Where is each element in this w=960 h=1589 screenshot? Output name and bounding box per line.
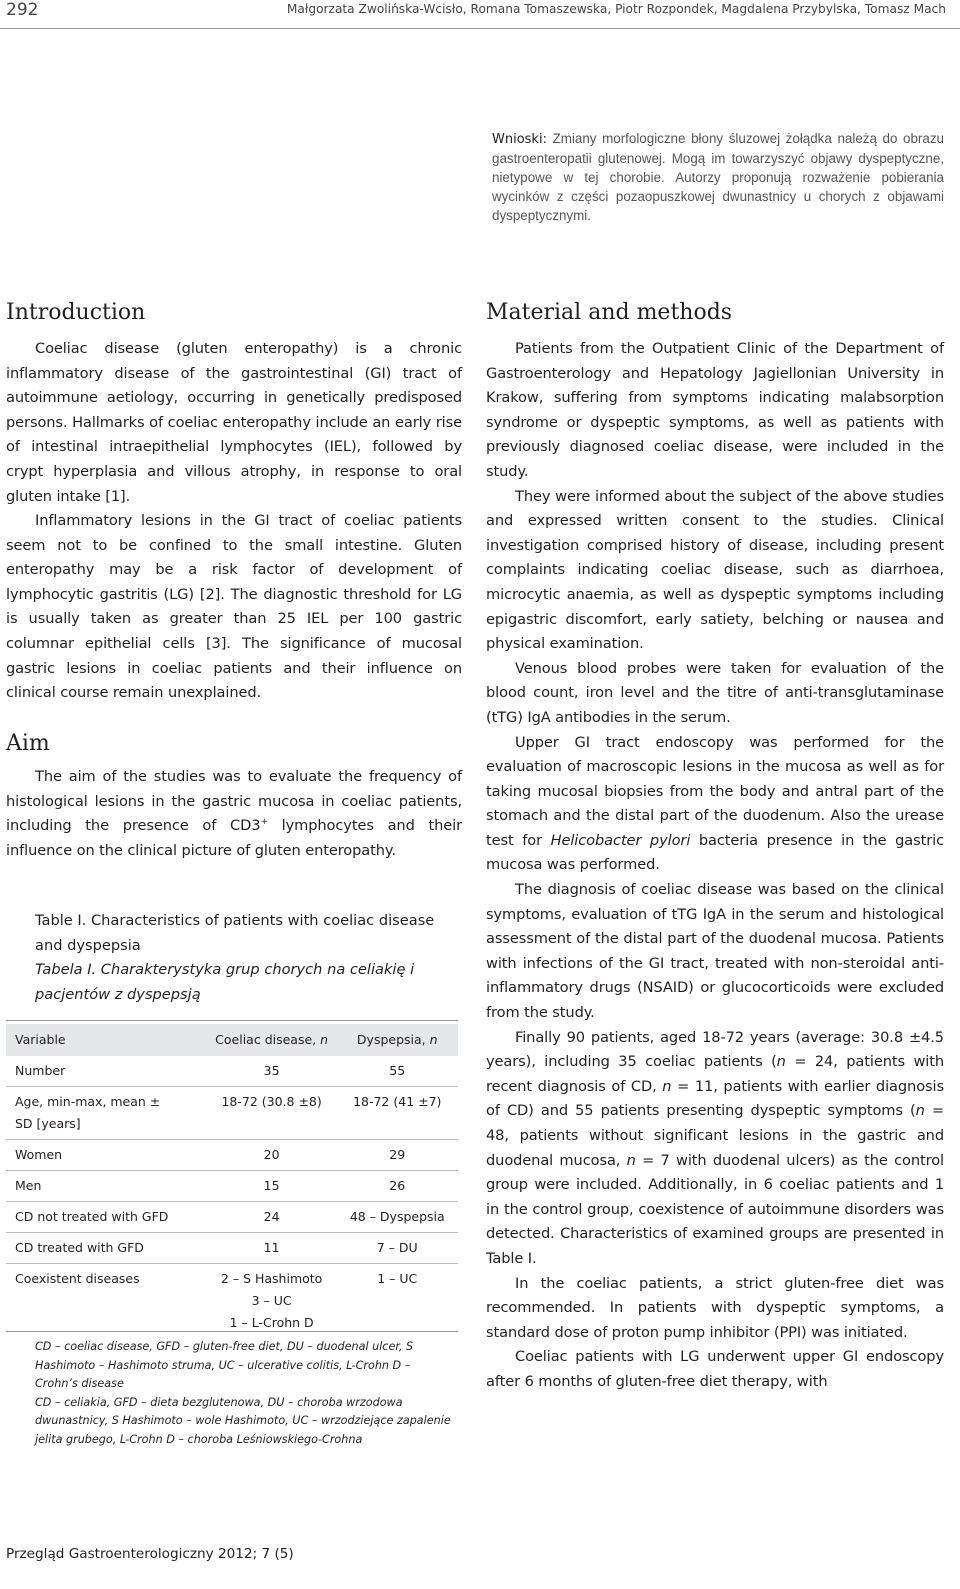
header-divider [0,28,960,29]
wnioski-label: Wnioski: [492,132,547,147]
table-caption-label: Table I. [35,912,87,929]
cell-coeliac [207,1264,337,1339]
cell-variable: Age, min-max, mean ± SD [years] [15,1094,161,1131]
methods-p4-italic: Helicobacter pylori [550,831,691,849]
methods-p6-n1: n [776,1053,786,1071]
table-row [6,1140,458,1171]
table-row [6,1171,458,1202]
cell-coeliac: 20 [263,1147,280,1162]
methods-p6-d: = 48, patients without significant lesions in the gastric and duodenal mucosa, [486,1102,945,1169]
methods-heading: Material and methods [486,300,733,325]
cell-dyspepsia: 48 – Dyspepsia [349,1209,445,1224]
methods-p6-e: = 7 with duodenal ulcers) as the control group were included. Additionally, in 6 coeliac patients and 1 in the control group, coexistence of autoimmune disorders was detected. Characteristics of examined groups are presented in Table I. [486,1151,944,1267]
running-header-authors: Małgorzata Zwolińska-Wcisło, Romana Tomaszewska, Piotr Rozpondek, Magdalena Przybylska, Tomasz Mach [286,2,946,16]
table-caption-text-pl: Charakterystyka grup chorych na celiakię i pacjentów z dyspepsją [35,961,415,1003]
table-caption-pl [35,958,465,1007]
methods-p6-n3: n [915,1102,925,1120]
introduction-heading: Introduction [6,300,146,325]
methods-p8: Coeliac patients with LG underwent upper GI endoscopy after 6 months of gluten-free diet therapy, with [486,1348,944,1390]
introduction-paragraph-1 [6,337,462,509]
wnioski-text: Zmiany morfologiczne błony śluzowej żołądka należą do obrazu gastroenteropatii glutenowej. Mogą im towarzyszyć objawy dyspeptyczne, nietypowe w tej chorobie. Autorzy proponują rozważenie pobierania wycinków z części pozaopuszkowej dwunastnicy u chorych z objawami dyspeptycznymi. [492,131,944,223]
cell-dyspepsia: 26 [389,1178,406,1193]
aim-text-b: lymphocytes and their influence on the clinical picture of gluten enteropathy. [6,817,462,859]
table-row [6,1264,458,1339]
methods-p6-a: Finally 90 patients, aged 18-72 years (average: 30.8 ±4.5 years), including 35 coeliac patients ( [486,1028,944,1071]
cell-variable: Men [15,1178,42,1193]
cell-coeliac: 24 [263,1209,280,1224]
table-caption-label-pl: Tabela I. [35,961,97,979]
header-coeliac [207,1024,337,1056]
cell-variable: Coexistent diseases [15,1271,140,1286]
introduction-p2: Inflammatory lesions in the GI tract of coeliac patients seem not to be confined to the small intestine. Gluten enteropathy may be a risk factor of development of lymphocytic gastritis (LG) [2]. The diagnostic threshold for LG is usually taken as greater than 25 IEL per 100 gastric columnar epithelial cells [3]. The significance of mucosal gastric lesions in coeliac patients and their influence on clinical course remain unexplained. [6,512,462,702]
methods-p4-a: Upper GI tract endoscopy was performed for the evaluation of macroscopic lesions in the mucosa as well as for taking mucosal biopsies from the body and antral part of the stomach and the distal part of the duodenum. Also the urease test for [486,733,944,849]
footnote-en: CD – coeliac disease, GFD – gluten-free diet, DU – duodenal ulcer, S Hashimoto – Hashimoto struma, UC – ulcerative colitis, L-Crohn D – Crohn’s disease [35,1340,414,1390]
footnote-pl: CD – celiakia, GFD – dieta bezglutenowa, DU – choroba wrzodowa dwunastnicy, S Hashimoto – wole Hashimoto, UC – wrzodziejące zapalenie jelita grubego, L-Crohn D – choroba Leśniowskiego-Crohna [35,1395,451,1446]
aim-paragraph [6,765,462,863]
methods-p6-n2: n [662,1077,672,1095]
cell-variable: CD treated with GFD [15,1240,144,1255]
table-caption-text: Characteristics of patients with coeliac disease and dyspepsia [35,912,435,954]
methods-p4 [486,731,944,879]
table-caption-en [35,909,465,958]
header-dyspepsia-n: n [429,1032,438,1047]
methods-section [486,337,944,1395]
methods-p6-b: = 24, patients with recent diagnosis of CD, [486,1053,944,1095]
table-row [6,1202,458,1233]
table-bottom-rule [6,1331,458,1332]
methods-p6-c: = 11, patients with earlier diagnosis of CD) and 55 patients presenting dyspeptic symptoms ( [486,1077,944,1120]
methods-p5: The diagnosis of coeliac disease was based on the clinical symptoms, evaluation of tTG IgA in the serum and histological assessment of the distal part of the duodenal mucosa. Patients with infections of the GI tract, treated with non-steroidal anti-inflammatory drugs (NSAID) or glucocorticoids were excluded from the study. [486,881,944,1022]
cell-dyspepsia: 55 [389,1063,406,1078]
methods-p3: Venous blood probes were taken for evaluation of the blood count, iron level and the titre of anti-transglutaminase (tTG) IgA antibodies in the serum. [486,659,944,726]
header-variable: Variable [15,1032,66,1047]
methods-p6 [486,1026,944,1272]
coexistent-line: 1 – L-Crohn D [229,1315,314,1330]
characteristics-table [6,1024,458,1338]
coexistent-line: 3 – UC [251,1293,292,1308]
cell-variable: CD not treated with GFD [15,1209,169,1224]
cell-variable: Number [15,1063,66,1078]
cell-dyspepsia: 29 [389,1147,406,1162]
methods-p4-b: bacteria presence in the gastric mucosa was performed. [486,831,944,874]
cell-dyspepsia: 18-72 (41 ±7) [353,1094,442,1109]
cell-variable: Women [15,1147,63,1162]
wnioski-paragraph [492,129,944,225]
introduction-paragraph-2 [6,509,462,706]
methods-p1: Patients from the Outpatient Clinic of the Department of Gastroenterology and Hepatology Jagiellonian University in Krakow, suffering from symptoms indicating malabsorption syndrome or dyspeptic symptoms, as well as patients with previously diagnosed coeliac disease, were included in the study. [486,340,944,480]
cell-coeliac: 11 [263,1240,280,1255]
coexistent-line: 2 – S Hashimoto [220,1271,323,1286]
table-caption [35,909,465,1007]
header-coeliac-n: n [320,1032,329,1047]
table-row [6,1056,458,1087]
header-dyspepsia [336,1024,458,1056]
cell-coeliac: 18-72 (30.8 ±8) [221,1094,322,1109]
aim-sup: + [260,817,268,828]
cell-dyspepsia: 7 – DU [376,1240,418,1255]
table-footnote [35,1338,455,1449]
methods-p7: In the coeliac patients, a strict gluten-free diet was recommended. In patients with dyspeptic symptoms, a standard dose of proton pump inhibitor (PPI) was initiated. [486,1274,944,1341]
cell-coeliac: 15 [263,1178,280,1193]
methods-p6-n4: n [626,1151,636,1169]
table-row [6,1087,458,1140]
header-coeliac-text: Coeliac disease, [215,1032,321,1047]
table-row [6,1233,458,1264]
table-top-rule [6,1020,458,1021]
aim-text-a: The aim of the studies was to evaluate the frequency of histological lesions in the gastric mucosa in coeliac patients, including the presence of CD3 [6,768,462,835]
journal-footer: Przegląd Gastroenterologiczny 2012; 7 (5) [6,1546,294,1562]
aim-text [6,765,462,863]
cell-coeliac: 35 [263,1063,280,1078]
page-number: 292 [6,0,39,20]
table-header-row [6,1024,458,1056]
header-dyspepsia-text: Dyspepsia, [356,1032,430,1047]
introduction-p1: Coeliac disease (gluten enteropathy) is a chronic inflammatory disease of the gastrointestinal (GI) tract of autoimmune aetiology, occurring in genetically predisposed persons. Hallmarks of coeliac enteropathy include an early rise of intestinal intraepithelial lymphocytes (IEL), followed by crypt hyperplasia and villous atrophy, in response to oral gluten intake [1]. [6,340,462,505]
aim-heading: Aim [6,731,50,756]
methods-p2: They were informed about the subject of the above studies and expressed written consent to the studies. Clinical investigation comprised history of disease, including present complaints indicating coeliac disease, such as diarrhoea, microcytic anaemia, as well as dyspeptic symptoms including epigastric discomfort, early satiety, belching or nausea and physical examination. [486,487,944,653]
cell-dyspepsia: 1 – UC [377,1271,418,1286]
